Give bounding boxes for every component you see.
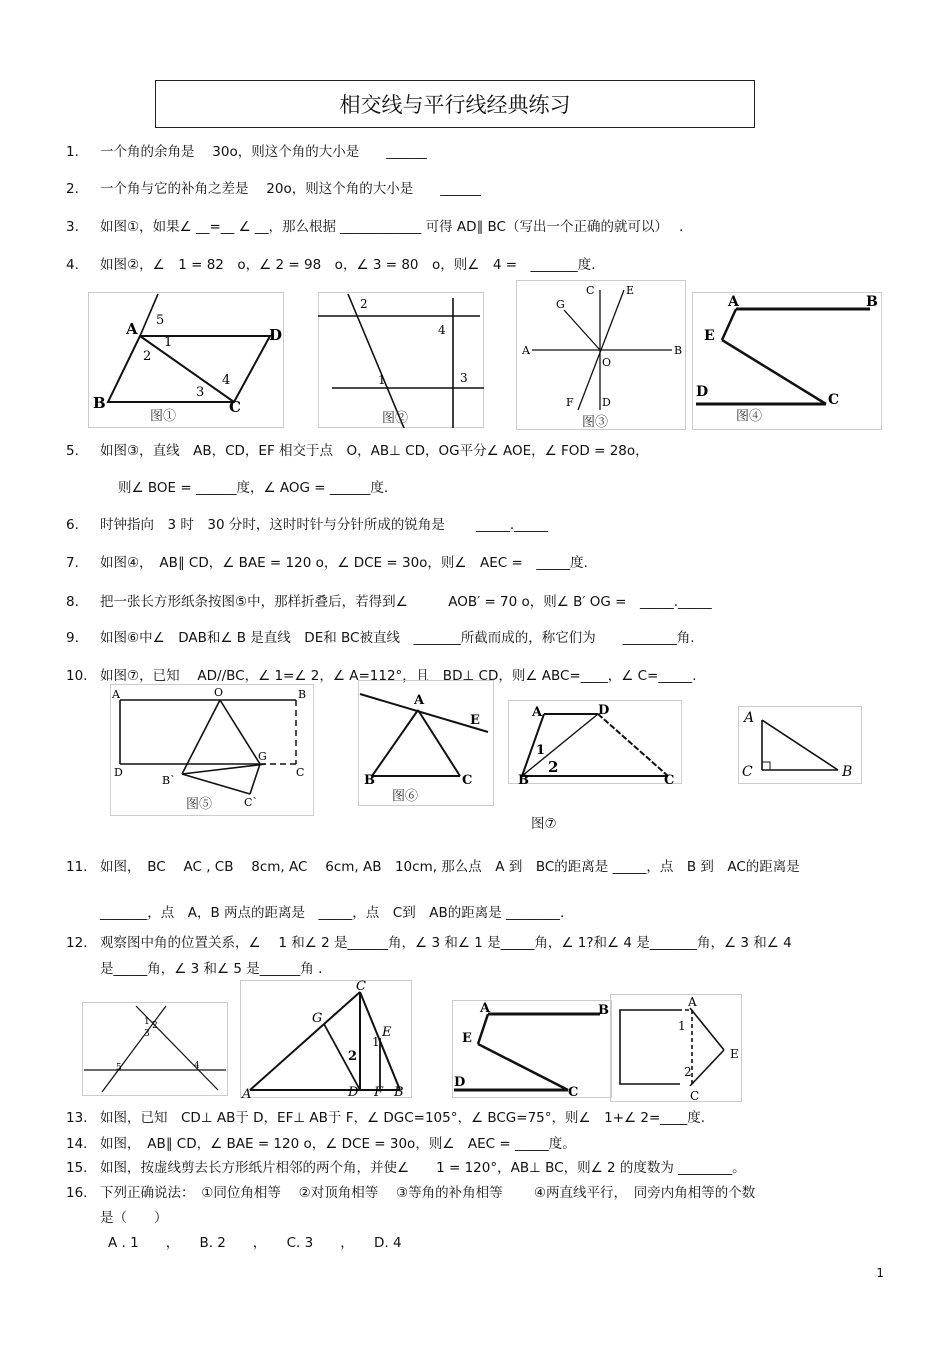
svg-text:E: E	[382, 1025, 392, 1040]
question-text: 时钟指向 3 时 30 分时，这时时针与分针所成的锐角是 _____._____	[100, 517, 548, 533]
svg-text:D: D	[696, 384, 709, 400]
question-14	[66, 1132, 896, 1152]
question-text: 如图⑥中∠ DAB和∠ B 是直线 DE和 BC被直线 _______所截而成的，称它们为 ________角.	[100, 630, 695, 646]
svg-text:A: A	[744, 710, 755, 726]
figure-6	[358, 680, 494, 806]
svg-text:C: C	[568, 1085, 579, 1098]
question-number: 1.	[66, 144, 79, 160]
figure-5	[110, 684, 314, 816]
question-text: 如图， BC AC , CB 8cm, AC 6cm, AB 10cm, 那么点 A 到 BC的距离是 _____，点 B 到 AC的距离是	[100, 859, 800, 875]
question-text: 下列正确说法： ①同位角相等 ②对顶角相等 ③等角的补角相等 ④两直线平行， 同旁内角相等的个数	[100, 1185, 756, 1201]
question-15	[66, 1156, 896, 1176]
question-text: 一个角的余角是 30o，则这个角的大小是 ______	[100, 144, 427, 160]
question-number: 15.	[66, 1160, 88, 1176]
svg-text:B: B	[866, 294, 878, 310]
svg-text:A: A	[126, 320, 138, 338]
svg-text:F: F	[566, 396, 574, 409]
svg-text:1: 1	[372, 1035, 380, 1049]
question-number: 7.	[66, 555, 79, 571]
svg-text:E: E	[626, 284, 635, 297]
svg-text:1: 1	[378, 373, 386, 387]
question-text: 如图②，∠ 1 = 82 o，∠ 2 = 98 o，∠ 3 = 80 o，则∠ 4 = _______度.	[100, 257, 596, 273]
svg-text:2: 2	[360, 297, 368, 311]
svg-text:C: C	[462, 773, 473, 788]
question-7	[66, 551, 896, 571]
figure-caption: 图⑥	[392, 789, 419, 804]
question-text: 一个角与它的补角之差是 20o，则这个角的大小是 ______	[100, 181, 481, 197]
question-number: 11.	[66, 859, 88, 875]
question-text: 如图， AB∥ CD，∠ BAE = 120 o，∠ DCE = 30o，则∠ AEC = _____度。	[100, 1136, 576, 1152]
svg-text:F: F	[374, 1085, 384, 1098]
question-text: 观察图中角的位置关系，∠ 1 和∠ 2 是______角，∠ 3 和∠ 1 是_____角，∠ 1?和∠ 4 是_______角，∠ 3 和∠ 4	[100, 935, 792, 951]
question-text: 把一张长方形纸条按图⑤中，那样折叠后，若得到∠ AOB′ = 70 o，则∠ B′ OG = _____._____	[100, 594, 712, 610]
question-12	[66, 931, 896, 951]
svg-text:C: C	[229, 398, 241, 416]
svg-text:D: D	[269, 326, 283, 344]
svg-text:G: G	[556, 298, 565, 311]
figure-3	[516, 280, 686, 430]
svg-text:A: A	[112, 688, 120, 701]
svg-text:5: 5	[156, 313, 165, 328]
figure-4	[692, 292, 882, 430]
svg-text:A: A	[522, 344, 530, 357]
figure-cut-rectangle	[610, 994, 742, 1102]
svg-text:G: G	[312, 1011, 323, 1026]
svg-text:C: C	[586, 284, 595, 297]
svg-text:4: 4	[438, 323, 446, 337]
question-16	[66, 1181, 896, 1201]
svg-text:D: D	[598, 703, 610, 718]
svg-text:C: C	[828, 392, 840, 408]
svg-text:C: C	[664, 773, 675, 784]
svg-text:A: A	[480, 1001, 491, 1016]
question-11-continuation: _______，点 A，B 两点的距离是 _____，点 C到 AB的距离是 ________.	[100, 905, 565, 921]
figure-caption: 图③	[582, 415, 609, 430]
svg-text:B: B	[364, 773, 375, 788]
svg-text:1: 1	[144, 1017, 150, 1027]
question-number: 5.	[66, 443, 79, 459]
page-title: 相交线与平行线经典练习	[155, 80, 755, 128]
svg-text:E: E	[470, 713, 480, 728]
question-number: 16.	[66, 1185, 88, 1201]
svg-text:2: 2	[548, 758, 559, 776]
question-number: 10.	[66, 668, 88, 684]
svg-text:C: C	[742, 764, 753, 780]
figure-caption: 图①	[150, 409, 177, 424]
question-number: 12.	[66, 935, 88, 951]
question-11	[66, 855, 896, 875]
question-number: 9.	[66, 630, 79, 646]
question-number: 2.	[66, 181, 79, 197]
question-text: 如图③，直线 AB，CD，EF 相交于点 O，AB⊥ CD，OG平分∠ AOE，∠ FOD = 28o，	[100, 443, 649, 459]
svg-text:E: E	[704, 328, 715, 344]
question-1	[66, 140, 896, 160]
question-5	[66, 439, 896, 459]
question-4	[66, 253, 896, 273]
figure-7-caption: 图⑦	[531, 816, 557, 832]
svg-text:4: 4	[194, 1061, 200, 1071]
question-number: 8.	[66, 594, 79, 610]
svg-text:O: O	[602, 356, 612, 369]
svg-text:C`: C`	[244, 796, 258, 809]
svg-text:B: B	[674, 344, 683, 357]
question-text: 如图，按虚线剪去长方形纸片相邻的两个角，并使∠ 1 = 120°，AB⊥ BC，则∠ 2 的度数为 ________。	[100, 1160, 746, 1176]
svg-text:C: C	[356, 980, 366, 994]
svg-text:D: D	[602, 396, 611, 409]
question-number: 14.	[66, 1136, 88, 1152]
svg-text:A: A	[532, 705, 543, 720]
svg-text:A: A	[414, 693, 425, 708]
question-9	[66, 626, 896, 646]
svg-text:O: O	[214, 686, 224, 699]
figure-parallel-lines	[452, 1000, 612, 1098]
svg-text:A: A	[728, 294, 739, 310]
question-12-continuation: 是_____角，∠ 3 和∠ 5 是______角 .	[100, 961, 323, 977]
svg-text:2: 2	[684, 1065, 692, 1079]
figure-1	[88, 292, 284, 428]
question-text: 如图④， AB∥ CD，∠ BAE = 120 o，∠ DCE = 30o，则∠ AEC = _____度.	[100, 555, 588, 571]
question-13	[66, 1106, 896, 1126]
svg-text:4: 4	[222, 373, 231, 388]
figure-caption: 图⑤	[186, 797, 213, 812]
figure-intersecting-lines	[82, 1002, 228, 1096]
page-number: 1	[876, 1266, 884, 1280]
question-2	[66, 177, 896, 197]
svg-text:C: C	[296, 766, 305, 779]
svg-text:3: 3	[196, 385, 205, 400]
svg-text:A: A	[688, 995, 697, 1009]
svg-text:E: E	[462, 1031, 472, 1046]
svg-text:B: B	[298, 688, 307, 701]
question-text: 如图⑦，已知 AD//BC，∠ 1=∠ 2，∠ A=112°，且 BD⊥ CD，则∠ ABC=____，∠ C=_____.	[100, 668, 697, 684]
svg-text:1: 1	[164, 335, 173, 350]
svg-text:3: 3	[144, 1029, 150, 1039]
svg-text:5: 5	[116, 1063, 122, 1073]
figure-7	[508, 700, 682, 784]
question-16-continuation: 是（ ）	[100, 1210, 168, 1226]
question-5-continuation: 则∠ BOE = ______度，∠ AOG = ______度.	[118, 480, 389, 496]
figure-right-triangle	[738, 706, 862, 784]
question-number: 6.	[66, 517, 79, 533]
question-16-options: A . 1 ， B. 2 ， C. 3 ， D. 4	[108, 1235, 402, 1251]
question-text: 如图①，如果∠ __=__ ∠ __，那么根据 ____________ 可得 AD∥ BC（写出一个正确的就可以） .	[100, 219, 684, 235]
svg-text:B: B	[518, 773, 529, 784]
svg-text:B: B	[842, 764, 853, 780]
figure-caption: 图④	[736, 409, 763, 424]
svg-text:E: E	[730, 1047, 739, 1061]
svg-text:D: D	[454, 1075, 466, 1090]
question-3	[66, 215, 896, 235]
svg-text:3: 3	[460, 371, 468, 385]
question-number: 13.	[66, 1110, 88, 1126]
svg-text:B`: B`	[162, 774, 176, 787]
svg-text:D: D	[114, 766, 123, 779]
svg-text:G: G	[258, 750, 267, 763]
svg-text:B: B	[93, 394, 106, 412]
question-6	[66, 513, 896, 533]
figure-2	[318, 292, 484, 428]
svg-text:B: B	[394, 1085, 404, 1098]
figure-triangle-perpendiculars	[240, 980, 412, 1098]
svg-text:1: 1	[678, 1019, 686, 1033]
question-8	[66, 590, 896, 610]
svg-text:C: C	[690, 1089, 700, 1102]
svg-text:B: B	[598, 1003, 609, 1018]
svg-text:A: A	[242, 1087, 252, 1098]
svg-text:2: 2	[143, 349, 152, 364]
question-number: 4.	[66, 257, 79, 273]
svg-text:1: 1	[536, 743, 546, 758]
question-number: 3.	[66, 219, 79, 235]
svg-text:2: 2	[348, 1049, 358, 1064]
figure-caption: 图②	[382, 411, 409, 426]
svg-text:2: 2	[152, 1021, 158, 1031]
svg-text:D: D	[348, 1085, 359, 1098]
question-text: 如图，已知 CD⊥ AB于 D，EF⊥ AB于 F，∠ DGC=105°，∠ BCG=75°，则∠ 1+∠ 2=____度.	[100, 1110, 706, 1126]
